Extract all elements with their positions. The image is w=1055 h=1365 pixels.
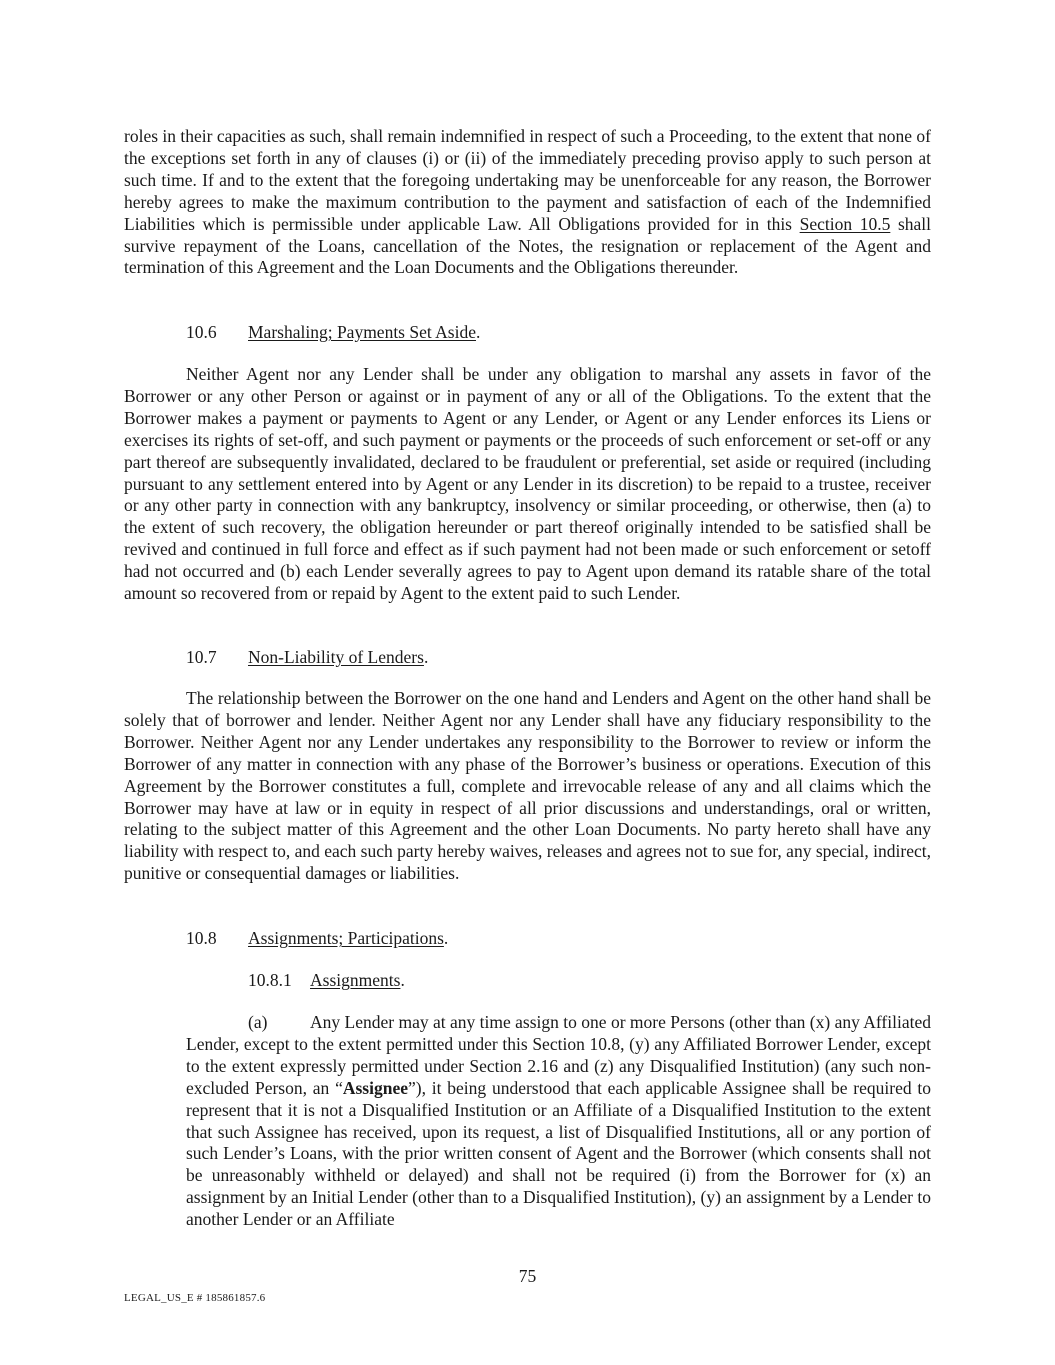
- section-heading-10-7: [186, 647, 428, 669]
- clause-a: [186, 1012, 931, 1231]
- heading-period: .: [443, 928, 449, 948]
- section-title: Marshaling; Payments Set Aside: [248, 322, 476, 342]
- document-footer-id: LEGAL_US_E # 185861857.6: [124, 1292, 266, 1304]
- clause-text: Any Lender may at any time assign to one or more Persons (other than (x) any Affiliated Lender, except to the extent permitted under this Section 10.8, (y) any Affiliated Borrower Lender, except to the extent expressly permitted under Section 2.16 and (z) any Disqualified Institution) (any such non-excluded Person, an “: [186, 1012, 931, 1098]
- section-number: 10.6: [186, 322, 217, 342]
- paragraph-text: roles in their capacities as such, shall remain indemnified in respect of such a Proceeding, to the extent that none of the exceptions set forth in any of clauses (i) or (ii) of the immediately preceding proviso apply to such person at such time. If and to the extent that the foregoing undertaking may be unenforceable for any reason, the Borrower hereby agrees to make the maximum contribution to the payment and satisfaction of each of the Indemnified Liabilities which is permissible under applicable Law. All Obligations provided for in this: [124, 126, 931, 234]
- section-heading-10-8: [186, 928, 448, 950]
- paragraph-indemnification-continued: [124, 126, 931, 279]
- section-number: 10.8: [186, 928, 217, 948]
- paragraph-text: shall survive repayment of the Loans, cancellation of the Notes, the resignation or replacement of the Agent and termination of this Agreement and the Loan Documents and the Obligations thereunder.: [124, 213, 932, 278]
- section-reference: Section 10.5: [799, 213, 891, 234]
- page-number: 75: [518, 1266, 537, 1286]
- clause-text: ”), it being understood that each applicable Assignee shall be required to represent that it is not a Disqualified Institution or an Affiliate of a Disqualified Institution to the extent that such Assignee has received, upon its request, a list of Disqualified Institutions, all or any portion of such Lender’s Loans, with the prior written consent of Agent and the Borrower (which consents shall not be unreasonably withheld or delayed) and shall not be required (i) from the Borrower for (x) an assignment by an Initial Lender (other than to a Disqualified Institution), (y) an assignment by a Lender to another Lender or an Affiliate: [186, 1077, 931, 1230]
- section-title: Non-Liability of Lenders: [248, 647, 424, 667]
- heading-period: .: [400, 970, 405, 990]
- section-body-10-7: The relationship between the Borrower on the one hand and Lenders and Agent on the other hand shall be solely that of borrower and lender. Neither Agent nor any Lender shall have any fiduciary responsibility to the Borrower. Neither Agent nor any Lender undertakes any responsibility to the Borrower to review or inform the Borrower of any matter in connection with any phase of the Borrower’s business or operations. Execution of this Agreement by the Borrower constitutes a full, complete and irrevocable release of any and all claims which the Borrower may have at law or in equity in respect of all prior discussions and understandings, oral or written, relating to the subject matter of this Agreement and the other Loan Documents. No party hereto shall have any liability with respect to, and each such party hereby waives, releases and agrees not to sue for, any special, indirect, punitive or consequential damages or liabilities.: [124, 688, 931, 884]
- subsection-title: Assignments: [310, 970, 401, 990]
- section-heading-10-6: [186, 322, 480, 344]
- subsection-number: 10.8.1: [248, 970, 292, 990]
- clause-label: (a): [248, 1012, 268, 1032]
- subsection-heading-10-8-1: [248, 970, 405, 992]
- heading-period: .: [475, 322, 481, 342]
- heading-period: .: [423, 647, 429, 667]
- defined-term: Assignee: [342, 1077, 408, 1098]
- section-number: 10.7: [186, 647, 217, 667]
- section-body-10-6: Neither Agent nor any Lender shall be under any obligation to marshal any assets in favor of the Borrower or any other Person or against or in payment of any or all of the Obligations. To the extent that the Borrower makes a payment or payments to Agent or any Lender, or Agent or any Lender enforces its Liens or exercises its rights of set-off, and such payment or payments or the proceeds of such enforcement or set-off or any part thereof are subsequently invalidated, declared to be fraudulent or preferential, set aside or required (including pursuant to any settlement entered into by Agent or any Lender in its discretion) to be repaid to a trustee, receiver or any other party in connection with any bankruptcy, insolvency or similar proceeding, or otherwise, then (a) to the extent of such recovery, the obligation hereunder or part thereof originally intended to be satisfied shall be revived and continued in full force and effect as if such payment had not been made or such enforcement or setoff had not occurred and (b) each Lender severally agrees to pay to Agent upon demand its ratable share of the total amount so recovered from or repaid by Agent to the extent paid to such Lender.: [124, 364, 931, 604]
- section-title: Assignments; Participations: [248, 928, 444, 948]
